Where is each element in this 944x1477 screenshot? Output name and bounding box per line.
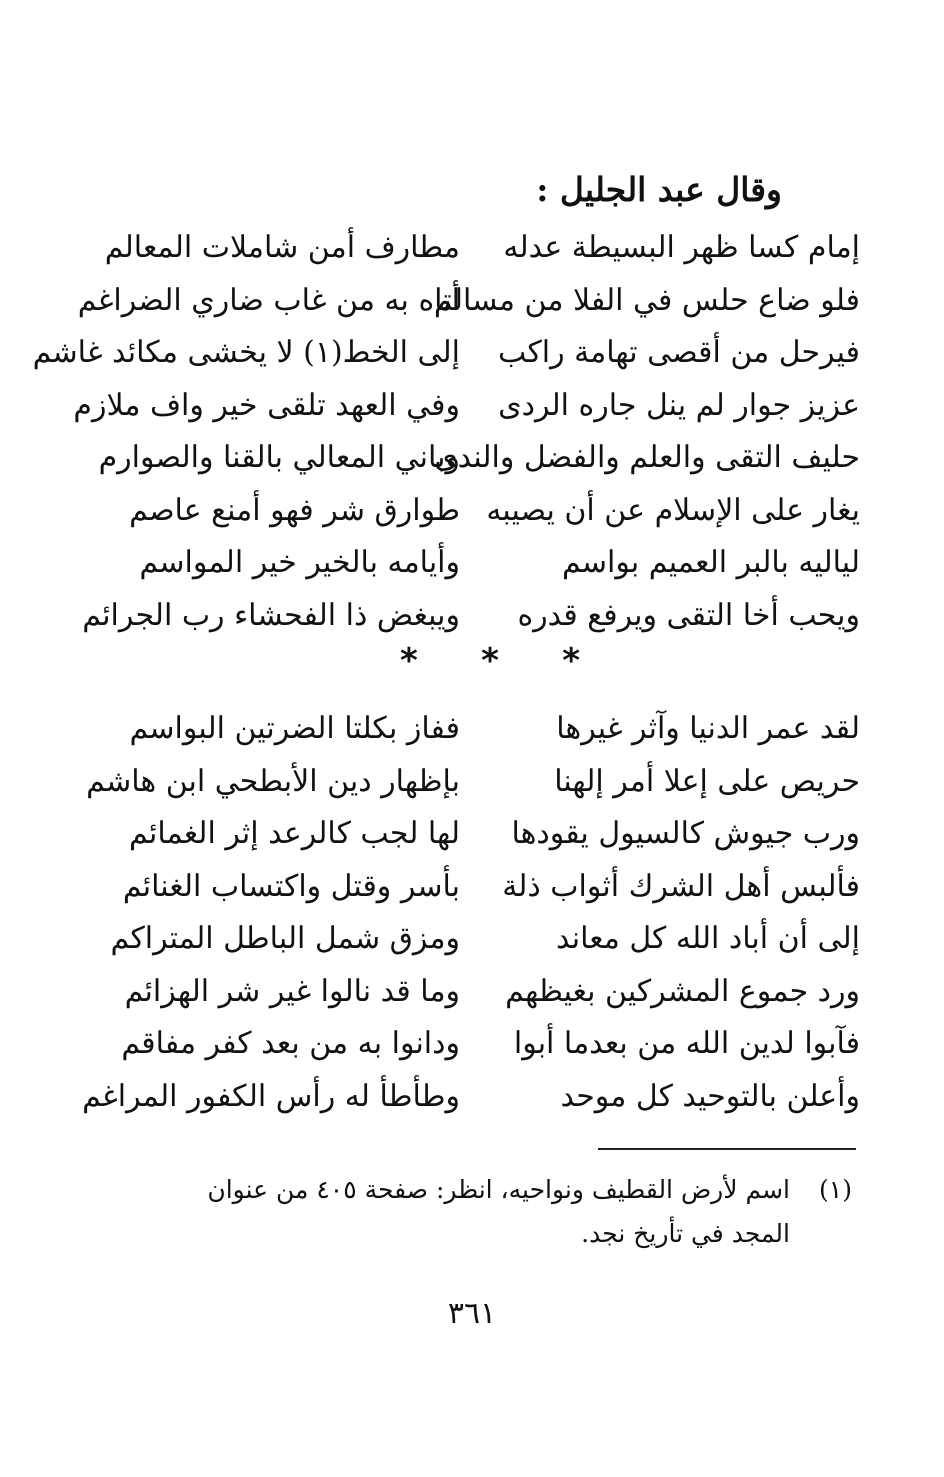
first-hemistich: عزيز جوار لم ينل جاره الردى [498,387,860,423]
poem-couplet [100,432,860,485]
footnote-line-1 [100,1168,852,1212]
first-hemistich: فيرحل من أقصى تهامة راكب [498,335,860,370]
second-hemistich: وباني المعالي بالقنا والصوارم [98,440,460,475]
first-hemistich: حليف التقى والعلم والفضل والندى [434,440,860,475]
poem-couplet [82,590,860,643]
first-hemistich: ويحب أخا التقى ويرفع قدره [517,597,860,633]
first-hemistich: إلى أن أباد الله كل معاند [556,921,860,956]
footnote [100,1168,852,1256]
footnote-text: اسم لأرض القطيف ونواحيه، انظر: صفحة ٤٠٥ من عنوان [207,1175,790,1204]
first-hemistich: ورب جيوش كالسيول يقودها [511,816,860,851]
poem-couplet [100,808,860,861]
second-hemistich: ففاز بكلتا الضرتين البواسم [129,711,460,746]
poem-couplet [32,327,860,380]
poem-couplet [100,913,860,966]
first-hemistich: حريص على إعلا أمر إلهنا [554,763,860,799]
second-hemistich: وما قد نالوا غير شر الهزائم [124,973,460,1009]
poem-couplet [86,756,860,809]
first-hemistich: إمام كسا ظهر البسيطة عدله [503,230,860,265]
poem-stanza-2 [82,703,860,1123]
separator-asterisk: * [400,641,418,681]
section-separator [400,641,580,681]
poem-couplet [100,703,860,756]
poem-couplet [100,222,860,275]
first-hemistich: فألبس أهل الشرك أثواب ذلة [502,868,860,904]
second-hemistich: ويبغض ذا الفحشاء رب الجرائم [82,597,460,633]
second-hemistich: أتاه به من غاب ضاري الضراغم [77,282,460,318]
poem-couplet [73,380,860,433]
second-hemistich: بإظهار دين الأبطحي ابن هاشم [86,763,460,799]
poem-heading: وقال عبد الجليل : [536,170,782,209]
poem-couplet [100,485,860,538]
first-hemistich: لياليه بالبر العميم بواسم [561,545,860,580]
second-hemistich: ودانوا به من بعد كفر مفاقم [121,1026,460,1061]
second-hemistich: طوارق شر فهو أمنع عاصم [129,492,460,528]
second-hemistich: بأسر وقتل واكتساب الغنائم [122,868,460,904]
poem-couplet [100,861,860,914]
footnote-line-2: المجد في تأريخ نجد. [581,1219,790,1248]
second-hemistich: مطارف أمن شاملات المعالم [104,230,460,265]
second-hemistich: إلى الخط(١) لا يخشى مكائد غاشم [32,335,460,370]
poem-couplet [77,275,860,328]
poem-couplet [100,537,860,590]
first-hemistich: وأعلن بالتوحيد كل موحد [560,1078,860,1114]
first-hemistich: يغار على الإسلام عن أن يصيبه [486,492,860,528]
poem-stanza-1 [32,222,860,642]
second-hemistich: وأيامه بالخير خير المواسم [139,545,460,580]
separator-asterisk: * [562,641,580,681]
second-hemistich: ومزق شمل الباطل المتراكم [110,921,460,956]
page-number: ٣٦١ [447,1296,497,1331]
second-hemistich: وفي العهد تلقى خير واف ملازم [73,387,460,423]
second-hemistich: لها لجب كالرعد إثر الغمائم [129,816,460,851]
first-hemistich: ورد جموع المشركين بغيظهم [505,973,860,1009]
poem-couplet [100,1018,860,1071]
footnote-number: (١) [819,1175,852,1204]
first-hemistich: فآبوا لدين الله من بعدما أبوا [513,1026,860,1061]
footnote-divider [598,1148,856,1150]
poem-couplet [100,966,860,1019]
first-hemistich: لقد عمر الدنيا وآثر غيرها [556,711,860,746]
first-hemistich: فلو ضاع حلس في الفلا من مسالم [433,282,860,318]
poem-couplet [82,1071,860,1124]
second-hemistich: وطأطأ له رأس الكفور المراغم [82,1078,460,1114]
separator-asterisk: * [481,641,499,681]
